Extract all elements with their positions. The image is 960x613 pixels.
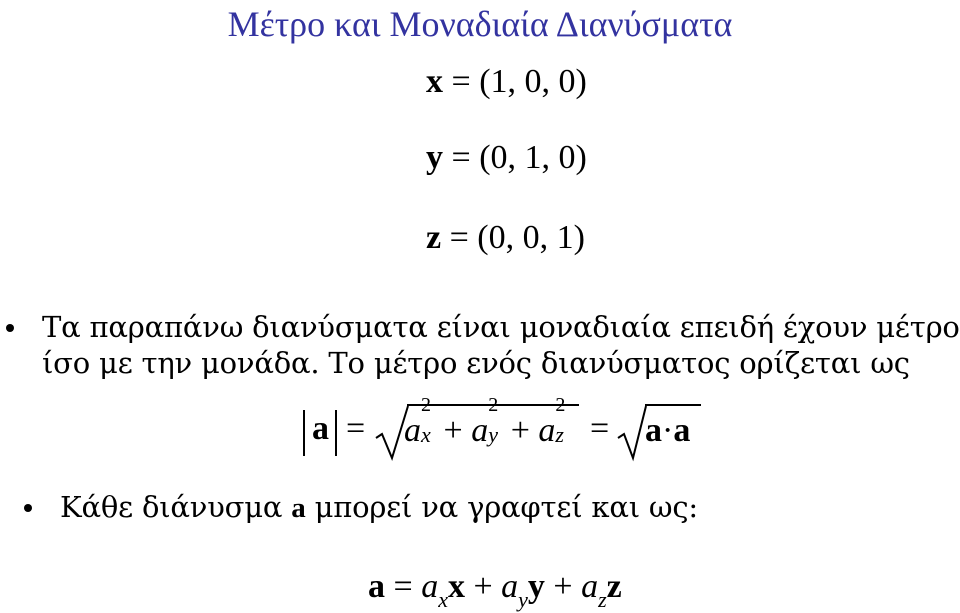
sqrt-symbol [616,402,648,462]
bullet-point [24,504,32,512]
abs-bar-right [335,410,337,456]
vector-x-value: (1, 0, 0) [479,63,587,100]
paragraph-line-1: Τα παραπάνω διανύσματα είναι μοναδιαία επειδή έχουν μέτρο [42,310,960,344]
vector-y-equation [426,138,587,178]
abs-vector-a: a [312,410,329,447]
paragraph-line-2: ίσο με την μονάδα. Το μέτρο ενός διανύσματος ορίζεται ως [42,346,910,380]
vector-x-equation [426,62,587,102]
decomposition-formula: $a = a_xx + a_yy + a_zz$ [368,568,622,612]
equals-sign: = [590,410,610,447]
vector-z-symbol: z [426,219,442,256]
abs-bar-left [303,410,305,456]
bullet-point [6,324,14,332]
sqrt-overline [645,404,701,406]
vector-a-bold: a [291,492,306,524]
equals-sign: = [346,410,366,447]
equals-sign: = [451,63,471,100]
page-title: Μέτρο και Μοναδιαία Διανύσματα [227,4,733,44]
vector-y-symbol: y [426,139,443,176]
vector-z-equation [426,218,585,258]
sum-of-squares: a 2 x + a 2 y + a 2 z [404,394,566,449]
dot-product: a·a [645,412,691,449]
equals-sign: = [449,219,469,256]
equals-sign: = [451,139,471,176]
vector-y-value: (0, 1, 0) [479,139,587,176]
paragraph-line-3: Κάθε διάνυσμα a μπορεί να γραφτεί και ως: [60,490,698,524]
vector-x-symbol: x [426,63,443,100]
vector-z-value: (0, 0, 1) [477,219,585,256]
